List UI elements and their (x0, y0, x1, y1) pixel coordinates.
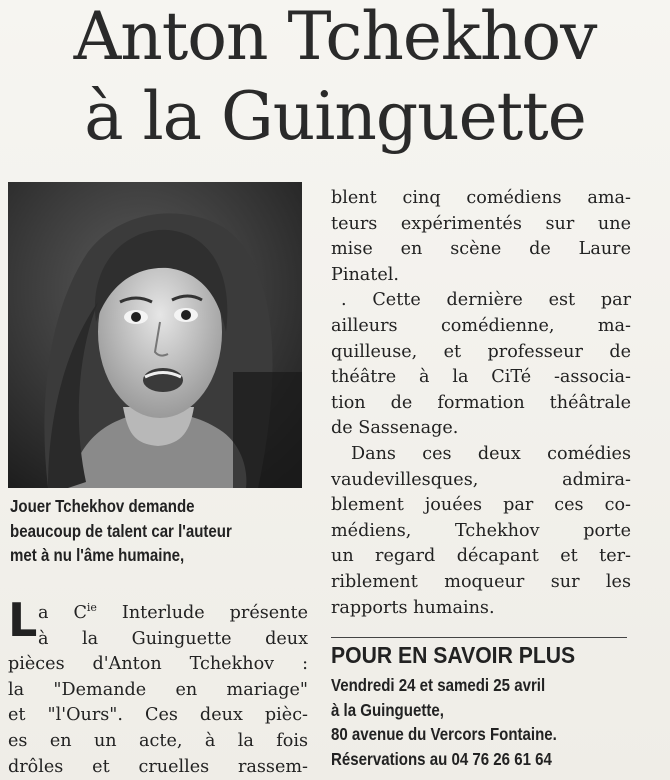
article-photo (8, 182, 302, 488)
section-divider (331, 637, 627, 638)
article-line: drôles et cruelles rassem- (8, 756, 308, 777)
article-line: pièces d'Anton Tchekhov : (8, 654, 308, 675)
headline-line-1: Anton Tchekhov (73, 0, 597, 75)
article-line: Dans ces deux comédies (351, 443, 631, 464)
article-line: quilleuse, et professeur de (331, 341, 631, 362)
superscript: ie (86, 601, 97, 614)
article-line: un regard décapant et ter- (331, 546, 631, 567)
info-line: 80 avenue du Vercors Fontaine. (331, 724, 557, 744)
article-line: blement jouées par ces co- (331, 495, 631, 516)
article-line: tion de formation théâtrale (331, 392, 631, 413)
article-line: blent cinq comédiens ama- (331, 188, 631, 208)
article-line: théâtre à la CiTé -associa- (331, 367, 631, 388)
article-line: vaudevillesques, admira- (331, 469, 631, 490)
article-line: et "l'Ours". Ces deux pièc- (8, 705, 308, 726)
article-column-1 (8, 595, 308, 780)
article-column-2 (331, 186, 631, 621)
article-line: rapports humains. (331, 597, 495, 618)
caption-line: beaucoup de talent car l'auteur (10, 520, 232, 541)
article-line: la "Demande en mariage" (8, 679, 308, 700)
caption-line: met à nu l'âme humaine, (10, 545, 185, 565)
article-line: es en un acte, à la fois (8, 730, 308, 751)
info-line: Réservations au 04 76 26 61 64 (331, 748, 552, 769)
article-line: Pinatel. (331, 264, 399, 285)
article-line: riblement moqueur sur les (331, 571, 631, 592)
article-line: teurs expérimentés sur une (331, 213, 631, 234)
portrait-image (8, 182, 302, 488)
article-line: . Cette dernière est par (341, 290, 631, 311)
article-line: ailleurs comédienne, ma- (331, 315, 631, 336)
info-box (331, 673, 557, 771)
photo-caption (10, 494, 268, 568)
info-line: à la Guinguette, (331, 699, 444, 720)
info-box-title: POUR EN SAVOIR PLUS (331, 642, 576, 668)
article-text: Interlude présente (96, 603, 308, 623)
article-text: a C (38, 603, 87, 623)
info-line: Vendredi 24 et samedi 25 avril (331, 675, 546, 695)
article-line: médiens, Tchekhov porte (331, 520, 631, 541)
article-line: à la Guinguette deux (38, 628, 308, 649)
article-line: mise en scène de Laure (331, 239, 631, 260)
article-line: de Sassenage. (331, 418, 459, 439)
drop-cap: L (8, 593, 38, 647)
headline-line-2: à la Guinguette (84, 78, 586, 155)
caption-line: Jouer Tchekhov demande (10, 496, 195, 516)
article-line (8, 595, 308, 627)
